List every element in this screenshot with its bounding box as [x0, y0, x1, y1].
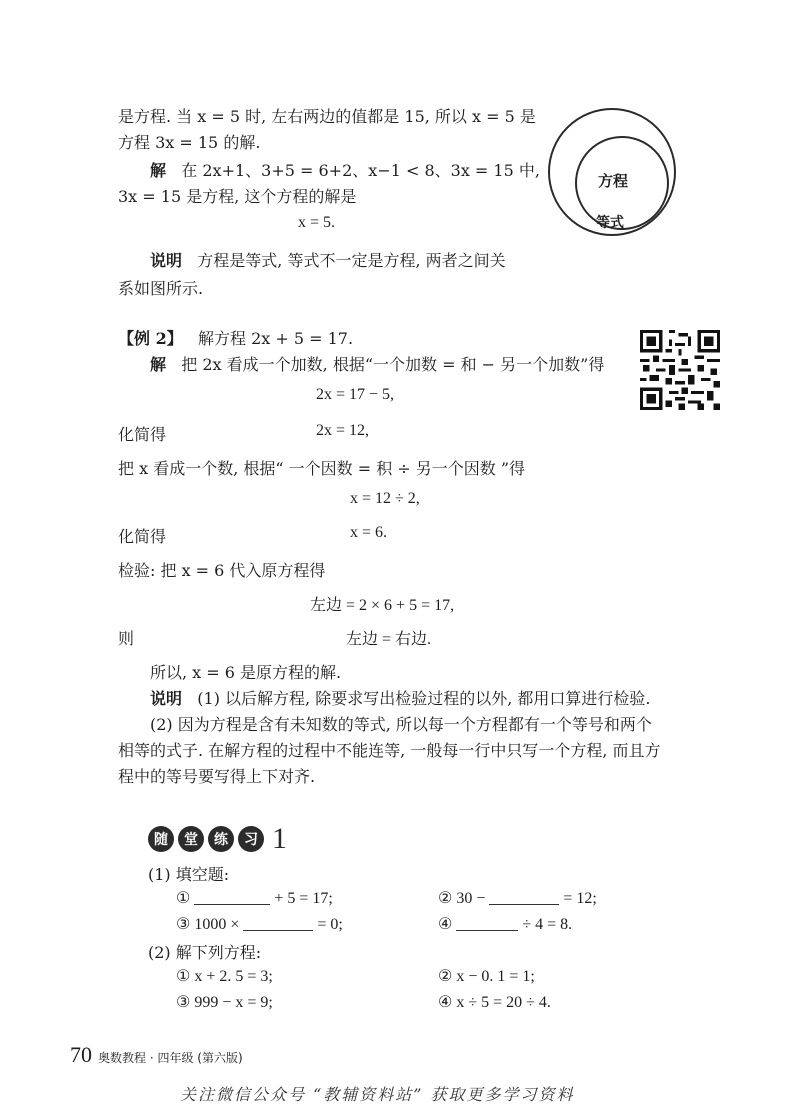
practice-1c-prefix: ③ 1000 ×: [176, 916, 240, 933]
practice-badge-1: 随: [148, 826, 174, 852]
example-2-title: 解方程 2x + 5 = 17.: [197, 329, 354, 348]
practice-2d: ④ x ÷ 5 = 20 ÷ 4.: [438, 994, 551, 1011]
example-2-solution-label: 解: [150, 355, 167, 374]
example-2-solution-line: [150, 352, 604, 375]
page-number: 70: [70, 1042, 92, 1067]
note-2-line-4: 程中的等号要写得上下对齐.: [118, 767, 316, 786]
practice-1b-prefix: ② 30 −: [438, 890, 486, 907]
practice-1d-blank[interactable]: [456, 916, 518, 931]
practice-badge-4: 习: [238, 826, 264, 852]
practice-section-header: [148, 822, 287, 856]
example-2-label: 【例 2】: [118, 329, 183, 348]
example-2-header: [118, 326, 353, 349]
intro-line-2: 方程 3x = 15 的解.: [118, 133, 261, 152]
equation-check-left: 左边 = 2 × 6 + 5 = 17,: [310, 597, 455, 614]
practice-1b: [438, 888, 597, 908]
example-2-conclusion: 所以, x = 6 是原方程的解.: [150, 663, 342, 682]
check-line: 检验: 把 x = 6 代入原方程得: [118, 561, 326, 580]
outer-circle-label: 等式: [596, 215, 624, 231]
simplify-label-2: 化简得: [118, 527, 167, 546]
practice-1d: [438, 914, 572, 934]
inner-circle-label: 方程: [598, 172, 629, 190]
practice-2a: ① x + 2. 5 = 3;: [176, 968, 273, 985]
practice-part-2-title: (2) 解下列方程:: [148, 943, 262, 962]
practice-1a-prefix: ①: [176, 890, 191, 907]
practice-2c: ③ 999 − x = 9;: [176, 994, 273, 1011]
solution-1-line-2: 3x = 15 是方程, 这个方程的解是: [118, 187, 357, 206]
then-label: 则: [118, 629, 135, 648]
note-1-text-1: 方程是等式, 等式不一定是方程, 两者之间关: [197, 251, 506, 270]
practice-1c: [176, 914, 343, 934]
equation-step-4: x = 6.: [350, 524, 388, 541]
note-2-text-1: (1) 以后解方程, 除要求写出检验过程的以外, 都用口算进行检验.: [197, 689, 651, 708]
equation-check-equal: 左边 = 右边.: [346, 631, 432, 648]
practice-1b-blank[interactable]: [489, 890, 559, 905]
intro-line-1: 是方程. 当 x = 5 时, 左右两边的值都是 15, 所以 x = 5 是: [118, 107, 536, 126]
practice-badge-2: 堂: [178, 826, 204, 852]
note-1-line-2: 系如图所示.: [118, 279, 204, 298]
simplify-label-1: 化简得: [118, 425, 167, 444]
practice-1a-suffix: + 5 = 17;: [274, 890, 333, 907]
book-title: 奥数教程 · 四年级 (第六版): [98, 1051, 243, 1065]
watermark-note: 关注微信公众号 “教辅资料站” 获取更多学习资料: [180, 1085, 575, 1104]
practice-1b-suffix: = 12;: [563, 890, 597, 907]
practice-1a: [176, 888, 333, 908]
note-1-line-1: [150, 248, 506, 271]
page-footer: [70, 1042, 243, 1068]
practice-badge-3: 练: [208, 826, 234, 852]
example-2-solution-text: 把 2x 看成一个加数, 根据“一个加数 = 和 − 另一个加数”得: [181, 355, 605, 374]
solution-1-label: 解: [150, 161, 167, 180]
note-1-label: 说明: [150, 251, 183, 270]
practice-1a-blank[interactable]: [194, 890, 270, 905]
note-2-label: 说明: [150, 689, 183, 708]
solution-1-result: x = 5.: [298, 214, 336, 231]
note-2-line-2: (2) 因为方程是含有未知数的等式, 所以每一个方程都有一个等号和两个: [150, 715, 652, 734]
qr-code-icon[interactable]: [640, 330, 720, 410]
equation-step-3: x = 12 ÷ 2,: [350, 490, 420, 507]
factor-rule-line: 把 x 看成一个数, 根据“ 一个因数 = 积 ÷ 另一个因数 ”得: [118, 459, 526, 478]
note-2-line-3: 相等的式子. 在解方程的过程中不能连等, 一般每一行中只写一个方程, 而且方: [118, 741, 661, 760]
solution-1-line-1: [150, 158, 540, 181]
practice-number: 1: [272, 822, 287, 855]
equation-step-2: 2x = 12,: [316, 422, 370, 439]
equation-step-1: 2x = 17 − 5,: [316, 386, 395, 403]
practice-2b: ② x − 0. 1 = 1;: [438, 968, 535, 985]
practice-1c-blank[interactable]: [243, 916, 313, 931]
note-2-line-1: [150, 686, 650, 709]
practice-1d-prefix: ④: [438, 916, 453, 933]
practice-part-1-title: (1) 填空题:: [148, 865, 230, 884]
practice-1c-suffix: = 0;: [317, 916, 343, 933]
practice-1d-suffix: ÷ 4 = 8.: [522, 916, 573, 933]
solution-1-text-1: 在 2x+1、3+5 = 6+2、x−1 < 8、3x = 15 中,: [181, 161, 540, 180]
